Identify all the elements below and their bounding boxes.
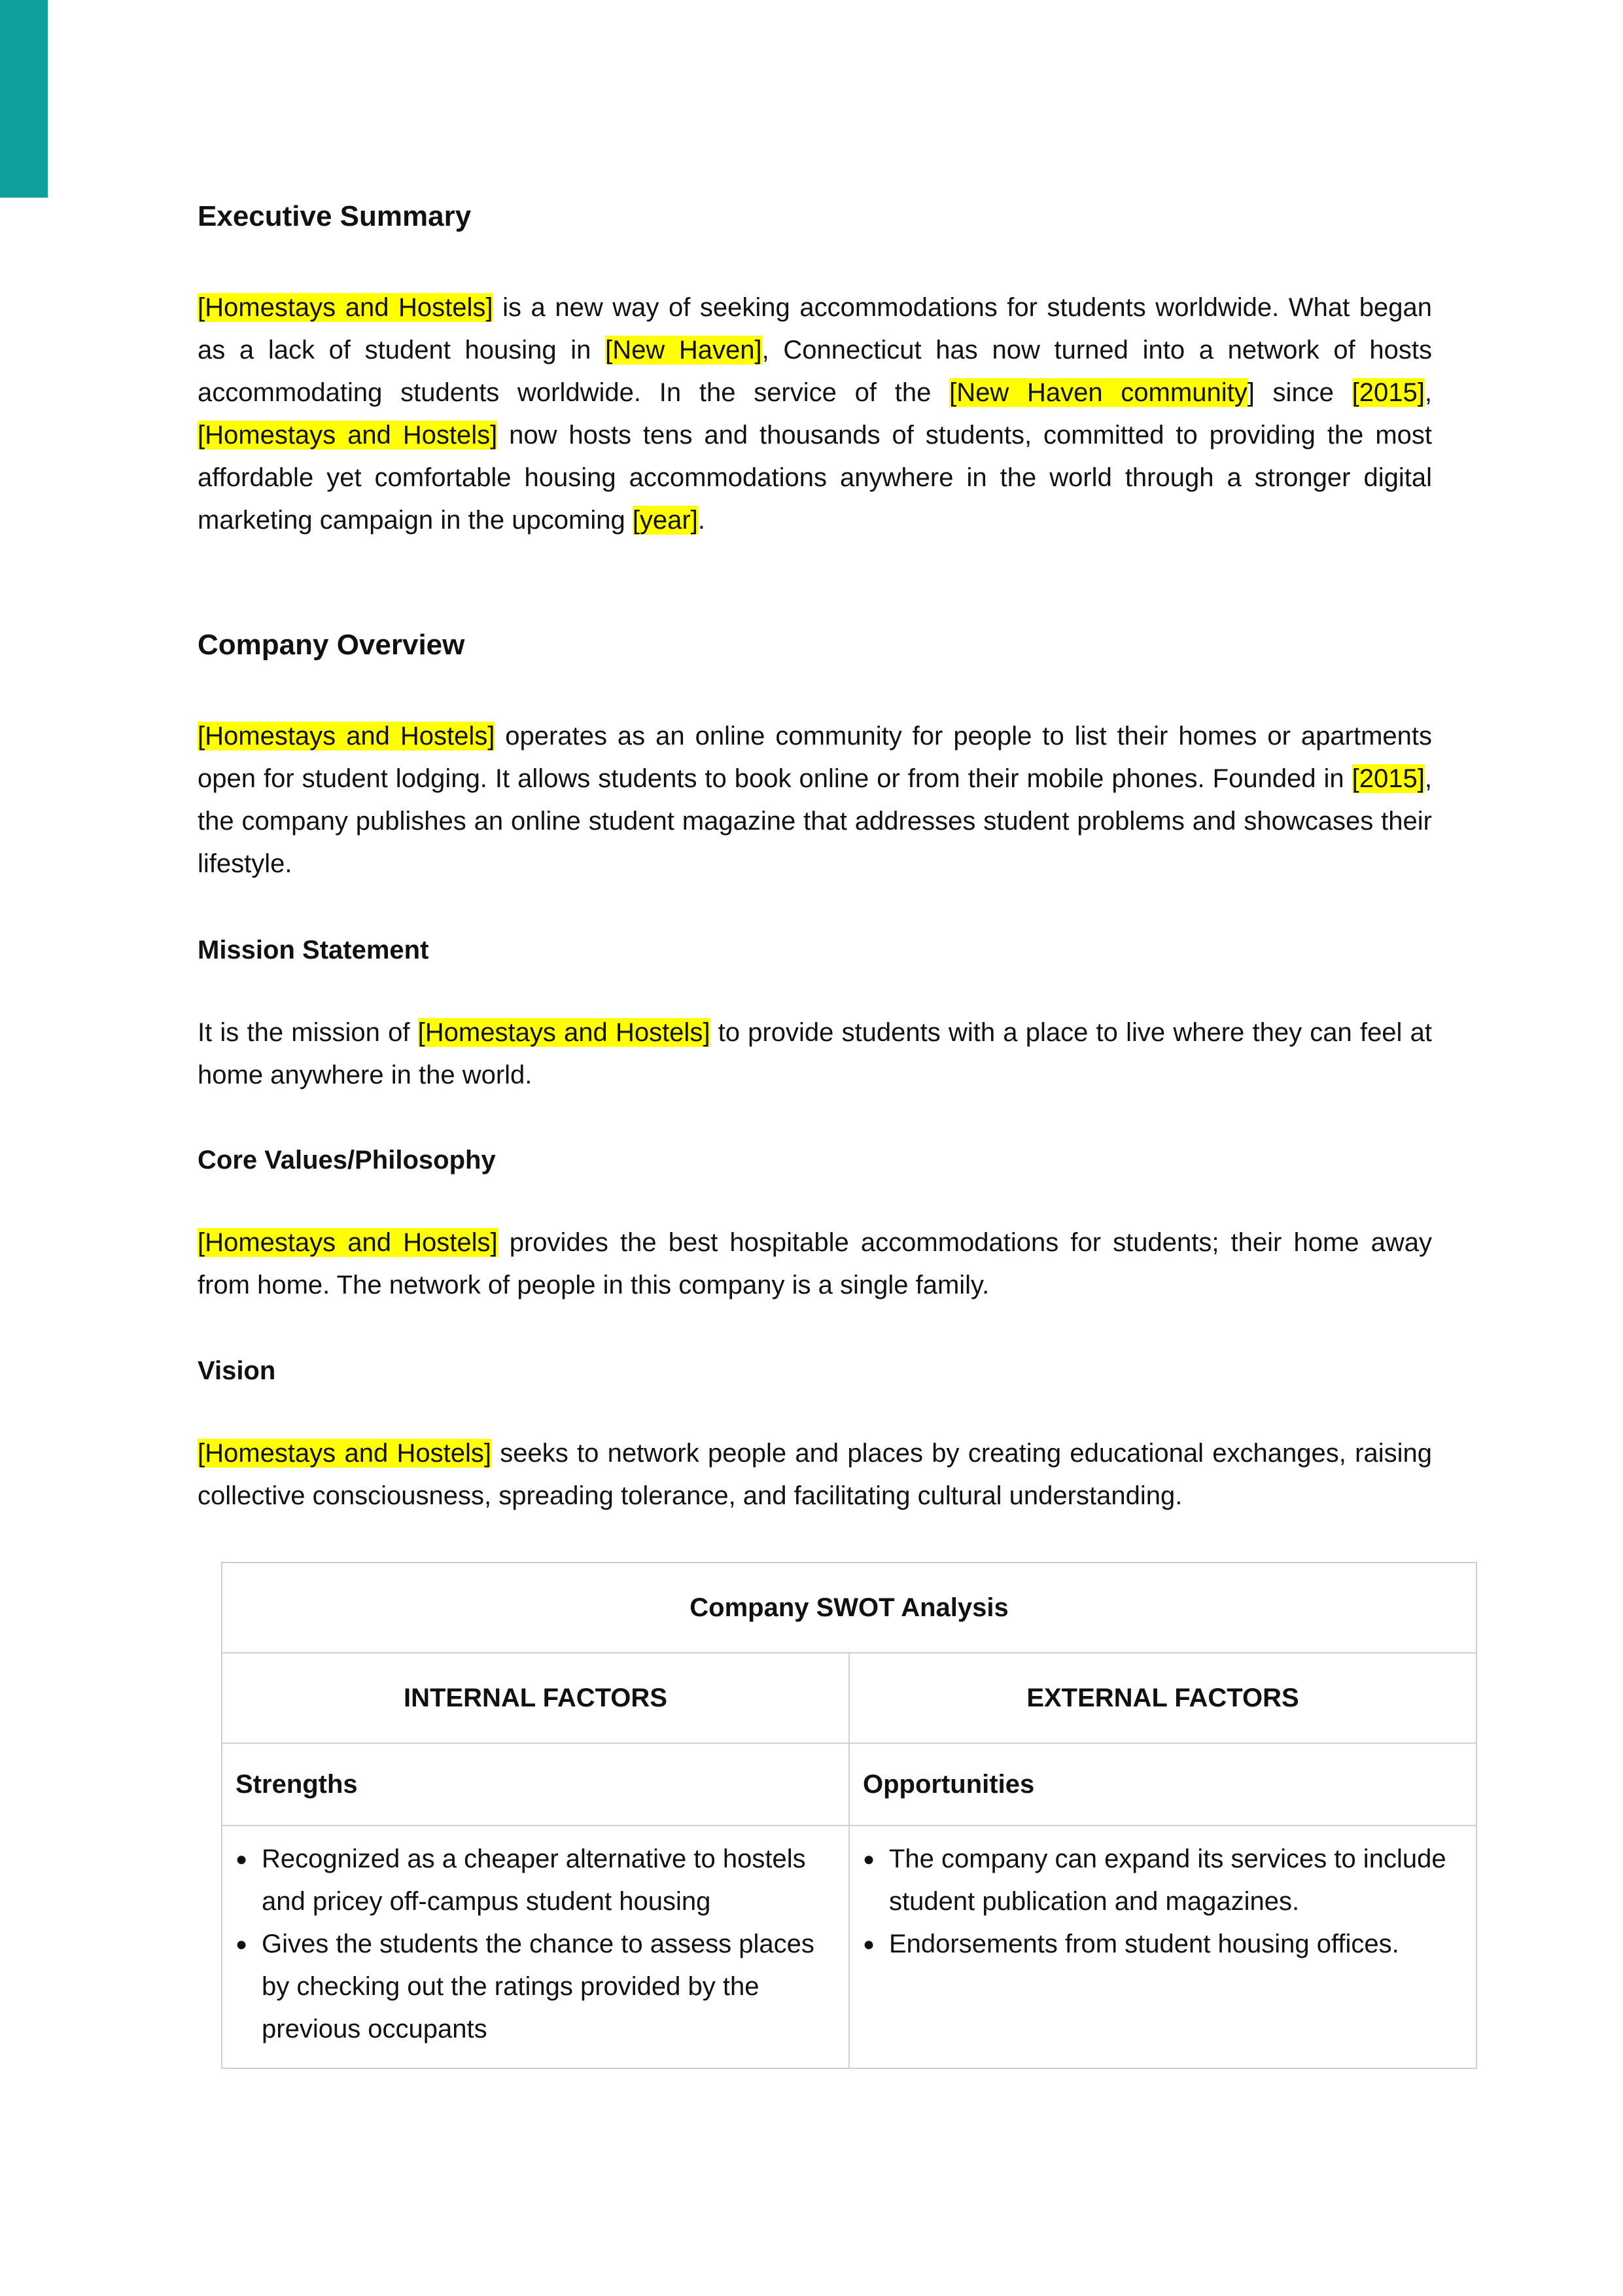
- list-item: ● Recognized as a cheaper alternative to hostels and pricey off-campus student housing: [236, 1838, 835, 1923]
- list-item: ● The company can expand its services to include student publication and magazines.: [863, 1838, 1463, 1923]
- swot-headings-row: [222, 1743, 1476, 1826]
- placeholder-company-name: [Homestays and Hostels]: [417, 1018, 710, 1047]
- swot-title: Company SWOT Analysis: [222, 1563, 1476, 1653]
- core-values-paragraph: [198, 1222, 1432, 1307]
- executive-summary-paragraph: [198, 287, 1432, 542]
- placeholder-company-name: [Homestays and Hostels]: [198, 722, 495, 751]
- placeholder-year: [year]: [632, 506, 698, 535]
- opportunities-heading: Opportunities: [849, 1743, 1476, 1826]
- company-overview-paragraph: [198, 715, 1432, 885]
- list-item: ● Endorsements from student housing offices.: [863, 1923, 1463, 1966]
- company-overview-heading: Company Overview: [198, 629, 465, 661]
- list-item: ● Gives the students the chance to assess places by checking out the ratings provided by the previous occupants: [236, 1923, 835, 2051]
- text-span: seeks to network people and places by creating educational exchanges, raising collective consciousness, spreading tolerance, and facilitating cultural understanding.: [198, 1439, 1432, 1510]
- opportunities-cell: [849, 1826, 1476, 2068]
- executive-summary-heading: Executive Summary: [198, 200, 472, 232]
- placeholder-year-founded: [2015]: [1352, 764, 1425, 793]
- strengths-list: [236, 1838, 835, 2051]
- placeholder-company-name: [Homestays and Hostels]: [198, 1439, 491, 1468]
- mission-statement-heading: Mission Statement: [198, 936, 429, 964]
- text-span: ,: [1424, 378, 1433, 407]
- placeholder-company-name: [Homestays and Hostels]: [198, 421, 498, 450]
- text-span: , the company publishes an online student magazine that addresses student problems and showcases their lifestyle.: [198, 764, 1432, 878]
- text-span: .: [697, 506, 705, 535]
- text-span: is a new way of seeking accommodations for students worldwide. What began as a lack of student housing in: [198, 293, 1432, 364]
- swot-title-row: [222, 1563, 1476, 1653]
- opportunities-list: [863, 1838, 1463, 1966]
- strengths-cell: [222, 1826, 849, 2068]
- placeholder-company-name: [Homestays and Hostels]: [198, 1228, 498, 1257]
- accent-bar: [0, 0, 48, 198]
- placeholder-community: [New Haven community: [949, 378, 1248, 407]
- text-span: ] since: [1247, 378, 1352, 407]
- swot-table: [221, 1562, 1477, 2069]
- placeholder-year-founded: [2015]: [1352, 378, 1425, 407]
- text-span: now hosts tens and thousands of students, committed to providing the most affordable yet comfortable housing accommodations anywhere in the world through a stronger digital marketing campaign in the upcoming: [198, 421, 1432, 535]
- mission-statement-paragraph: [198, 1012, 1432, 1097]
- text-span: operates as an online community for people to list their homes or apartments open for student lodging. It allows students to book online or from their mobile phones. Founded in: [198, 722, 1432, 793]
- vision-heading: Vision: [198, 1356, 276, 1385]
- text-span: provides the best hospitable accommodations for students; their home away from home. The network of people in this company is a single family.: [198, 1228, 1432, 1299]
- external-factors-header: EXTERNAL FACTORS: [849, 1653, 1476, 1743]
- text-span: to provide students with a place to live where they can feel at home anywhere in the world.: [198, 1018, 1432, 1089]
- text-span: , Connecticut has now turned into a network of hosts accommodating students worldwide. In the service of the: [198, 336, 1433, 407]
- swot-factors-row: [222, 1653, 1476, 1743]
- internal-factors-header: INTERNAL FACTORS: [222, 1653, 849, 1743]
- swot-bullets-row: [222, 1826, 1476, 2068]
- text-span: It is the mission of: [198, 1018, 418, 1047]
- vision-paragraph: [198, 1432, 1432, 1517]
- placeholder-company-name: [Homestays and Hostels]: [198, 293, 493, 322]
- core-values-heading: Core Values/Philosophy: [198, 1146, 496, 1174]
- strengths-heading: Strengths: [222, 1743, 849, 1826]
- placeholder-city: [New Haven]: [605, 336, 762, 364]
